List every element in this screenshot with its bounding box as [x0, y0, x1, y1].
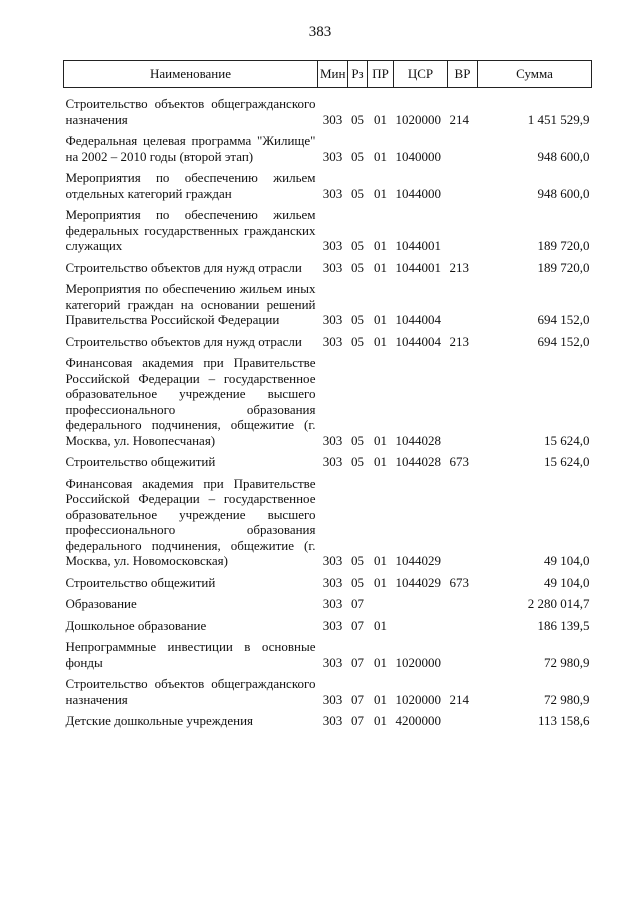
cell-vr	[448, 164, 478, 201]
cell-sum: 1 451 529,9	[527, 111, 590, 127]
table-row	[64, 590, 592, 612]
cell-name: Детские дошкольные учреждения	[65, 713, 254, 728]
cell-vr	[448, 707, 478, 729]
cell-rz: 05	[351, 185, 364, 201]
cell-name: Строительство объектов для нужд отрасли	[65, 333, 302, 349]
cell-sum: 189 720,0	[537, 259, 590, 275]
table-row	[64, 633, 592, 670]
cell-sum: 694 152,0	[537, 333, 590, 349]
table-row	[64, 670, 592, 707]
cell-sum: 113 158,6	[537, 713, 590, 728]
cell-min: 303	[322, 617, 343, 633]
cell-sum: 948 600,0	[537, 148, 590, 164]
cell-csr: 1020000	[395, 111, 441, 127]
cell-csr: 1044004	[395, 333, 441, 349]
cell-rz: 05	[351, 333, 364, 349]
cell-vr	[448, 275, 478, 328]
cell-vr: 214	[449, 111, 469, 127]
cell-pr: 01	[374, 553, 387, 568]
table-row	[64, 254, 592, 276]
cell-csr: 1044028	[395, 432, 441, 448]
cell-csr: 1040000	[395, 148, 441, 164]
cell-vr	[448, 590, 478, 612]
cell-rz: 05	[351, 432, 364, 448]
cell-min: 303	[322, 553, 343, 568]
cell-sum: 2 280 014,7	[527, 596, 590, 611]
cell-rz: 05	[351, 238, 364, 253]
cell-csr: 1044000	[395, 185, 441, 201]
cell-vr: 213	[449, 333, 469, 349]
header-pr: ПР	[368, 61, 394, 88]
cell-sum: 49 104,0	[544, 574, 590, 590]
table-body	[64, 88, 592, 729]
cell-min: 303	[322, 574, 343, 590]
cell-rz: 05	[351, 553, 364, 568]
cell-csr: 1044028	[395, 454, 441, 469]
cell-min: 303	[322, 148, 343, 164]
table-row	[64, 164, 592, 201]
cell-rz: 07	[351, 596, 364, 611]
table-row	[64, 88, 592, 128]
cell-name: Строительство общежитий	[65, 574, 216, 590]
cell-vr	[448, 633, 478, 670]
cell-min: 303	[322, 333, 343, 349]
cell-rz: 05	[351, 574, 364, 590]
cell-name: Строительство объектов общегражданского назначения	[65, 96, 316, 127]
cell-vr	[448, 470, 478, 569]
cell-sum: 49 104,0	[544, 553, 590, 568]
cell-min: 303	[322, 596, 343, 611]
cell-csr: 1020000	[395, 654, 441, 670]
cell-pr: 01	[374, 111, 387, 127]
cell-csr: 1044029	[395, 574, 441, 590]
cell-pr: 01	[374, 333, 387, 349]
table-row	[64, 612, 592, 634]
cell-pr: 01	[374, 148, 387, 164]
cell-name: Строительство общежитий	[65, 454, 216, 469]
cell-rz: 07	[351, 713, 364, 728]
table-row	[64, 448, 592, 470]
cell-name: Непрограммные инвестиции в основные фонды	[65, 639, 316, 670]
table-row	[64, 470, 592, 569]
cell-pr: 01	[374, 185, 387, 201]
cell-pr: 01	[374, 617, 387, 633]
cell-csr	[394, 612, 448, 634]
table-row	[64, 707, 592, 729]
cell-csr: 1044001	[395, 238, 441, 253]
cell-vr	[448, 127, 478, 164]
cell-vr: 213	[449, 259, 469, 275]
cell-rz: 05	[351, 111, 364, 127]
cell-name: Финансовая академия при Правительстве Российской Федерации – государственное образовательное учреждение высшего профессионального образования федерального подчинения, общежитие (г. Москва, ул. Новопесчаная)	[65, 355, 316, 448]
header-rz: Рз	[348, 61, 368, 88]
cell-rz: 05	[351, 312, 364, 327]
cell-csr: 1044001	[395, 259, 441, 275]
header-name: Наименование	[64, 61, 318, 88]
cell-sum: 15 624,0	[544, 454, 590, 469]
page-number: 383	[308, 24, 332, 40]
cell-name: Строительство объектов для нужд отрасли	[65, 259, 302, 275]
cell-pr: 01	[374, 654, 387, 670]
cell-csr: 1020000	[395, 691, 441, 707]
cell-name: Образование	[65, 596, 137, 611]
cell-pr: 01	[374, 312, 387, 327]
table-header	[64, 61, 592, 88]
table-row	[64, 127, 592, 164]
budget-table	[63, 60, 592, 729]
cell-name: Финансовая академия при Правительстве Российской Федерации – государственное образовательное учреждение высшего профессионального образования федерального подчинения, общежитие (г. Москва, ул. Новомосковская)	[65, 475, 316, 568]
cell-vr	[448, 612, 478, 634]
cell-vr	[448, 201, 478, 254]
cell-vr: 673	[449, 574, 469, 590]
cell-sum: 72 980,9	[544, 691, 590, 707]
cell-rz: 07	[351, 691, 364, 707]
cell-pr: 01	[374, 713, 387, 728]
cell-name: Мероприятия по обеспечению жильем отдельных категорий граждан	[65, 170, 316, 201]
cell-pr: 01	[374, 574, 387, 590]
header-sum: Сумма	[478, 61, 592, 88]
cell-sum: 15 624,0	[544, 432, 590, 448]
cell-vr	[448, 349, 478, 448]
cell-name: Федеральная целевая программа "Жилище" на 2002 – 2010 годы (второй этап)	[65, 133, 316, 164]
table-row	[64, 569, 592, 591]
cell-min: 303	[322, 654, 343, 670]
cell-pr: 01	[374, 432, 387, 448]
cell-rz: 07	[351, 654, 364, 670]
cell-min: 303	[322, 691, 343, 707]
cell-sum: 186 139,5	[537, 617, 590, 633]
cell-vr: 673	[449, 454, 469, 469]
table-row	[64, 275, 592, 328]
cell-pr: 01	[374, 454, 387, 469]
cell-min: 303	[322, 185, 343, 201]
cell-name: Строительство объектов общегражданского назначения	[65, 676, 316, 707]
cell-min: 303	[322, 111, 343, 127]
cell-min: 303	[322, 238, 343, 253]
cell-csr	[394, 590, 448, 612]
cell-name: Мероприятия по обеспечению жильем федеральных государственных гражданских служащих	[65, 207, 316, 253]
cell-name: Дошкольное образование	[65, 617, 207, 633]
cell-pr: 01	[374, 238, 387, 253]
header-csr: ЦСР	[394, 61, 448, 88]
cell-sum: 72 980,9	[544, 654, 590, 670]
cell-min: 303	[322, 259, 343, 275]
cell-pr: 01	[374, 259, 387, 275]
cell-rz: 05	[351, 454, 364, 469]
cell-rz: 05	[351, 148, 364, 164]
header-row	[64, 61, 592, 88]
cell-vr: 214	[449, 691, 469, 707]
table-row	[64, 328, 592, 350]
cell-rz: 07	[351, 617, 364, 633]
cell-min: 303	[322, 713, 343, 728]
table-row	[64, 201, 592, 254]
cell-sum: 948 600,0	[537, 185, 590, 201]
header-min: Мин	[318, 61, 348, 88]
cell-sum: 694 152,0	[537, 312, 590, 327]
cell-csr: 1044004	[395, 312, 441, 327]
cell-csr: 1044029	[395, 553, 441, 568]
cell-pr	[368, 590, 394, 612]
cell-sum: 189 720,0	[537, 238, 590, 253]
table-row	[64, 349, 592, 448]
cell-rz: 05	[351, 259, 364, 275]
cell-csr: 4200000	[395, 713, 441, 728]
header-vr: ВР	[448, 61, 478, 88]
cell-min: 303	[322, 432, 343, 448]
cell-pr: 01	[374, 691, 387, 707]
cell-name: Мероприятия по обеспечению жильем иных категорий граждан на основании решений Правительства Российской Федерации	[65, 281, 316, 327]
cell-min: 303	[322, 312, 343, 327]
cell-min: 303	[322, 454, 343, 469]
